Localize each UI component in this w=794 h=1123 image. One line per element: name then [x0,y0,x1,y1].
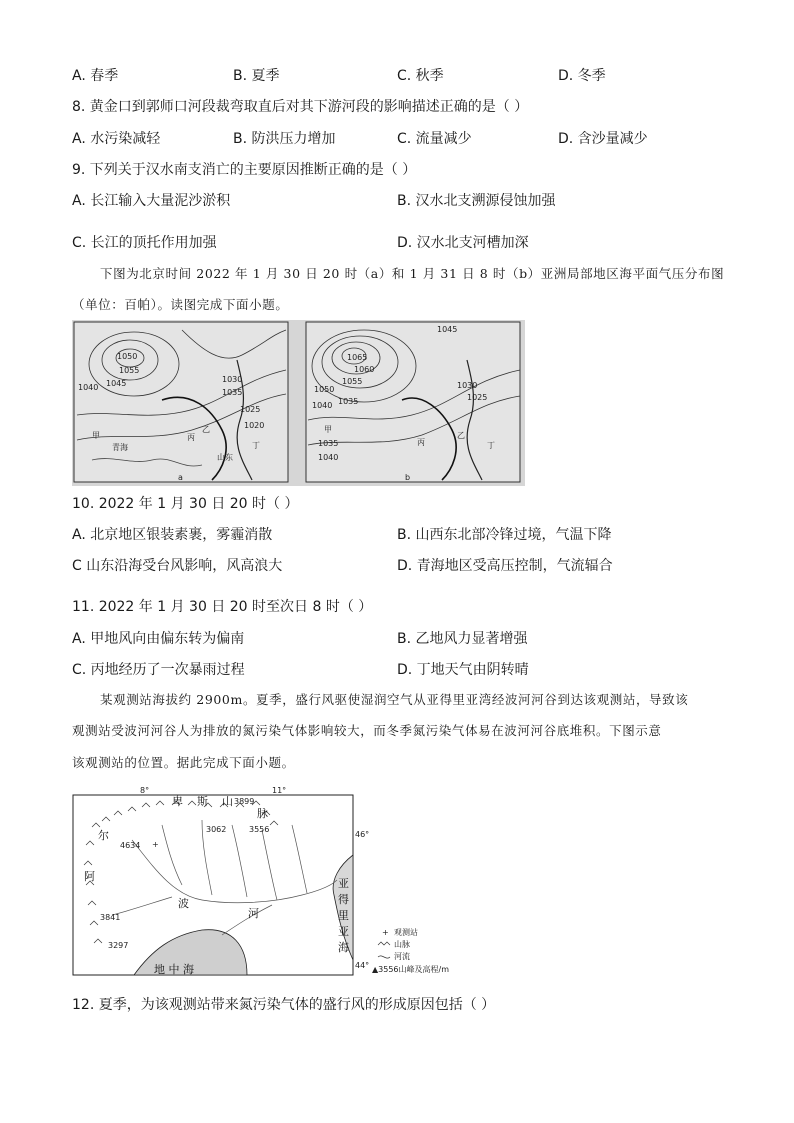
q11-stem: 11. 2022 年 1 月 30 日 20 时至次日 8 时（ ） [72,599,373,615]
station-icon: + [152,840,159,849]
lat-46-label: 46° [355,830,370,839]
q7-option-c: C. 秋季 [397,68,444,84]
svg-text:甲: 甲 [324,425,332,434]
q10-option-a: A. 北京地区银装素裹，雾霾消散 [72,527,273,543]
q12-stem: 12. 夏季，为该观测站带来氮污染气体的盛行风的形成原因包括（ ） [72,997,496,1013]
alps-left-char-2: 阿 [84,870,95,883]
legend-station: 观测站 [394,928,418,937]
lon-8-label: 8° [140,786,150,795]
svg-text:丙: 丙 [417,438,425,447]
svg-text:a: a [178,473,183,482]
svg-text:1055: 1055 [342,377,363,386]
adriatic-char-3: 里 [338,909,349,922]
svg-text:1035: 1035 [338,397,359,406]
q8-option-b: B. 防洪压力增加 [233,131,336,147]
svg-text:1050: 1050 [314,385,335,394]
svg-text:1050: 1050 [117,352,138,361]
alps-char-3: 山 [222,795,233,808]
svg-text:1040: 1040 [318,453,339,462]
adriatic-char-4: 亚 [338,925,349,938]
q11-option-d: D. 丁地天气由阴转晴 [397,662,529,678]
peak-3297: 3297 [108,941,129,950]
peak-4634: 4634 [120,841,141,850]
q7-option-d: D. 冬季 [558,68,606,84]
adriatic-char-2: 得 [338,893,349,906]
q9-option-b: B. 汉水北支溯源侵蚀加强 [397,193,556,209]
q9-option-d: D. 汉水北支河槽加深 [397,235,529,251]
passage2-line2: 观测站受波河河谷人为排放的氮污染气体影响较大，而冬季氮污染气体易在波河河谷底堆积。下图示意 [72,723,662,738]
svg-text:1065: 1065 [347,353,368,362]
q9-option-c: C. 长江的顶托作用加强 [72,235,217,251]
svg-text:1035: 1035 [222,388,243,397]
mediterranean-label: 地 中 海 [154,963,194,976]
q11-option-b: B. 乙地风力显著增强 [397,631,528,647]
passage2-line3: 该观测站的位置。据此完成下面小题。 [72,755,295,770]
svg-text:1040: 1040 [78,383,99,392]
adriatic-char-1: 亚 [338,877,349,890]
svg-text:甲: 甲 [92,431,100,440]
svg-text:1035: 1035 [318,439,339,448]
po-char-2: 河 [248,907,259,920]
legend-mountain: 山脉 [394,940,410,949]
po-char-1: 波 [178,897,189,910]
svg-text:1030: 1030 [222,375,243,384]
svg-text:+: + [382,928,389,937]
passage1-line1: 下图为北京时间 2022 年 1 月 30 日 20 时（a）和 1 月 31 日 8 时（b）亚洲局部地区海平面气压分布图 [100,266,725,281]
po-valley-map-svg [72,785,472,980]
peak-3556: 3556 [249,825,270,834]
q8-stem: 8. 黄金口到郭师口河段裁弯取直后对其下游河段的影响描述正确的是（ ） [72,99,529,115]
q9-option-a: A. 长江输入大量泥沙淤积 [72,193,231,209]
q8-option-d: D. 含沙量减少 [558,131,648,147]
adriatic-char-5: 海 [338,941,349,954]
peak-3841: 3841 [100,913,121,922]
legend-river: 河流 [394,952,410,961]
q10-option-c: C 山东沿海受台风影响，风高浪大 [72,558,283,574]
svg-text:1045: 1045 [106,379,127,388]
svg-text:青海: 青海 [112,443,128,452]
pressure-map-panel-a [74,322,288,482]
passage2-line1: 某观测站海拔约 2900m。夏季，盛行风驱使湿润空气从亚得里亚湾经波河河谷到达该观测站，导致该 [100,692,689,707]
pressure-map-figure [72,320,525,486]
alps-char-1: 卑 [172,795,183,808]
svg-text:丙: 丙 [187,433,195,442]
svg-text:乙: 乙 [457,431,465,440]
svg-text:乙: 乙 [202,425,210,434]
peak-3899: 3899 [234,797,255,806]
q10-option-b: B. 山西东北部冷锋过境，气温下降 [397,527,612,543]
lon-11-label: 11° [272,786,287,795]
legend-peak: ▲3556山峰及高程/m [372,965,449,974]
q11-option-c: C. 丙地经历了一次暴雨过程 [72,662,245,678]
q11-option-a: A. 甲地风向由偏东转为偏南 [72,631,245,647]
q8-option-c: C. 流量减少 [397,131,472,147]
po-valley-map [72,785,472,980]
q8-option-a: A. 水污染减轻 [72,131,161,147]
svg-text:1045: 1045 [437,325,458,334]
q7-option-b: B. 夏季 [233,68,280,84]
svg-text:丁: 丁 [487,441,495,450]
peak-3062: 3062 [206,825,227,834]
svg-text:1030: 1030 [457,381,478,390]
pressure-map-panel-b [306,322,520,482]
q10-option-d: D. 青海地区受高压控制，气流辐合 [397,558,613,574]
svg-text:1060: 1060 [354,365,375,374]
svg-text:1025: 1025 [467,393,488,402]
q7-option-a: A. 春季 [72,68,119,84]
alps-left-char-1: 尔 [98,829,109,842]
q9-stem: 9. 下列关于汉水南支消亡的主要原因推断正确的是（ ） [72,162,417,178]
svg-text:1040: 1040 [312,401,333,410]
lat-44-label: 44° [355,961,370,970]
svg-text:1025: 1025 [240,405,261,414]
po-map-legend [372,927,449,974]
svg-text:1055: 1055 [119,366,140,375]
passage1-line2: （单位：百帕）。读图完成下面小题。 [72,297,289,312]
alps-char-4: 脉 [257,807,268,820]
svg-text:b: b [405,473,411,482]
q10-stem: 10. 2022 年 1 月 30 日 20 时（ ） [72,496,299,512]
svg-text:1020: 1020 [244,421,265,430]
pressure-map-svg [72,320,525,486]
svg-text:山东: 山东 [217,453,233,462]
svg-text:丁: 丁 [252,441,260,450]
alps-char-2: 斯 [197,795,208,808]
